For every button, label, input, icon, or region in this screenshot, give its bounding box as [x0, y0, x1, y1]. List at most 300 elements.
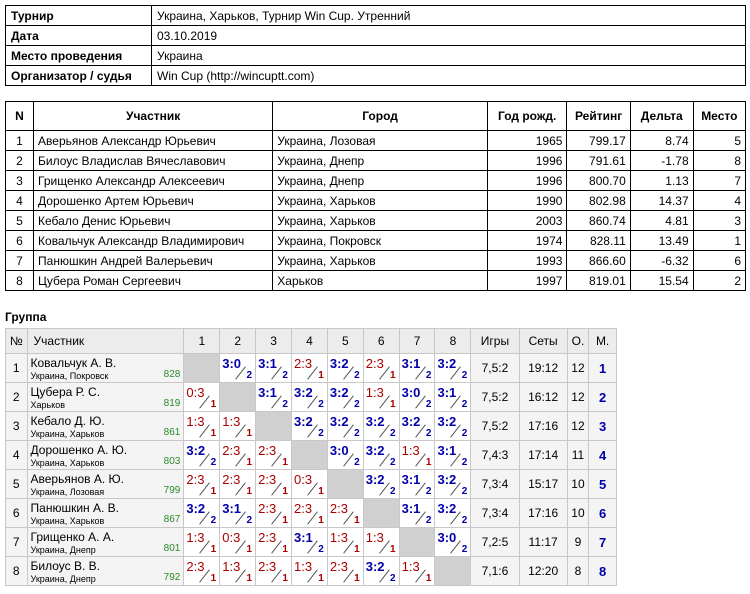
participant-delta: -6.32	[630, 251, 693, 271]
cross-player-name: Ковальчук А. В.	[30, 356, 117, 370]
participant-year: 1996	[487, 171, 567, 191]
info-label: Турнир	[6, 6, 152, 26]
cross-cell	[435, 441, 471, 470]
participant-rating: 860.74	[567, 211, 630, 231]
tournament-info-table	[5, 5, 746, 86]
cross-cell-self	[399, 528, 435, 557]
participant-name: Аверьянов Александр Юрьевич	[34, 131, 273, 151]
match-points: 2	[461, 370, 468, 381]
cross-row	[6, 383, 617, 412]
cross-player-city: Украина, Харьков	[30, 458, 105, 468]
match-score: 3:2	[437, 356, 457, 371]
cross-number: 3	[6, 412, 28, 441]
cross-place: 8	[589, 557, 617, 586]
participant-row	[6, 131, 746, 151]
cross-sets: 12:20	[519, 557, 567, 586]
cross-header: 3	[256, 329, 292, 354]
cross-place: 6	[589, 499, 617, 528]
cross-player	[27, 528, 184, 557]
cross-header: Участник	[27, 329, 184, 354]
participant-place: 4	[693, 191, 745, 211]
match-points: 1	[246, 486, 253, 497]
cross-cell	[291, 499, 327, 528]
cross-cell	[291, 412, 327, 441]
participants-header: N	[6, 102, 34, 131]
participant-name: Ковальчук Александр Владимирович	[34, 231, 273, 251]
cross-place: 2	[589, 383, 617, 412]
match-points: 1	[425, 573, 432, 584]
cross-cell	[256, 470, 292, 499]
match-score: 3:1	[401, 356, 421, 371]
match-score: 1:3	[186, 414, 205, 429]
match-points: 1	[246, 544, 253, 555]
participant-delta: 1.13	[630, 171, 693, 191]
match-score: 2:3	[222, 472, 241, 487]
cross-row	[6, 441, 617, 470]
cross-points: 12	[567, 412, 589, 441]
info-row	[6, 6, 746, 26]
cross-games: 7,5:2	[471, 354, 519, 383]
match-score: 2:3	[186, 472, 205, 487]
match-score: 1:3	[293, 559, 313, 574]
match-points: 1	[354, 573, 360, 584]
match-score: 2:3	[222, 443, 241, 458]
cross-player-name: Грищенко А. А.	[30, 530, 115, 544]
match-points: 2	[318, 428, 324, 439]
participant-city: Украина, Харьков	[273, 191, 488, 211]
match-points: 2	[425, 515, 432, 526]
participant-name: Панюшкин Андрей Валерьевич	[34, 251, 273, 271]
cross-place: 3	[589, 412, 617, 441]
match-score: 1:3	[401, 559, 420, 574]
cross-player-name: Цубера Р. С.	[30, 385, 101, 399]
match-points: 1	[425, 457, 432, 468]
cross-cell	[256, 528, 292, 557]
match-score: 2:3	[258, 559, 277, 574]
match-points: 1	[282, 515, 288, 526]
match-score: 3:1	[437, 385, 457, 400]
cross-cell	[435, 528, 471, 557]
participant-delta: 13.49	[630, 231, 693, 251]
cross-cell	[435, 354, 471, 383]
participant-row	[6, 171, 746, 191]
participant-city: Украина, Харьков	[273, 211, 488, 231]
cross-sets: 19:12	[519, 354, 567, 383]
participants-header: Дельта	[630, 102, 693, 131]
cross-player-rating: 792	[163, 572, 181, 583]
cross-cell-self	[184, 354, 220, 383]
match-points: 2	[318, 399, 324, 410]
match-points: 1	[354, 515, 360, 526]
participant-row	[6, 151, 746, 171]
participant-n: 2	[6, 151, 34, 171]
cross-player	[27, 441, 184, 470]
match-points: 2	[390, 573, 396, 584]
participant-place: 6	[693, 251, 745, 271]
participant-year: 1997	[487, 271, 567, 291]
cross-cell	[256, 441, 292, 470]
cross-sets: 16:12	[519, 383, 567, 412]
match-points: 1	[282, 573, 288, 584]
match-points: 2	[354, 370, 360, 381]
participant-year: 2003	[487, 211, 567, 231]
cross-cell	[399, 499, 435, 528]
match-score: 2:3	[186, 559, 205, 574]
participant-city: Украина, Покровск	[273, 231, 488, 251]
cross-cell	[291, 470, 327, 499]
participants-header: Участник	[34, 102, 273, 131]
match-points: 1	[282, 457, 288, 468]
cross-cell	[327, 499, 363, 528]
cross-cell	[399, 354, 435, 383]
participant-name: Цубера Роман Сергеевич	[34, 271, 273, 291]
match-points: 2	[425, 486, 432, 497]
match-points: 1	[210, 544, 217, 555]
match-score: 3:2	[401, 414, 421, 429]
match-score: 3:2	[293, 385, 313, 400]
cross-sets: 17:16	[519, 412, 567, 441]
match-score: 3:1	[293, 530, 313, 545]
cross-cell	[327, 528, 363, 557]
match-points: 1	[318, 486, 324, 497]
cross-cell	[184, 499, 220, 528]
cross-points: 8	[567, 557, 589, 586]
cross-cell	[256, 557, 292, 586]
cross-cell	[291, 557, 327, 586]
match-score: 1:3	[222, 414, 241, 429]
match-score: 3:2	[293, 414, 313, 429]
participant-delta: -1.78	[630, 151, 693, 171]
cross-header: 6	[363, 329, 399, 354]
cross-row	[6, 499, 617, 528]
participant-rating: 819.01	[567, 271, 630, 291]
cross-points: 10	[567, 470, 589, 499]
cross-player-city: Украина, Днепр	[30, 545, 96, 555]
cross-games: 7,4:3	[471, 441, 519, 470]
match-score: 2:3	[329, 501, 348, 516]
cross-cell	[220, 354, 256, 383]
match-points: 1	[390, 399, 396, 410]
cross-player-rating: 801	[163, 543, 181, 554]
cross-cell	[256, 499, 292, 528]
cross-points: 12	[567, 354, 589, 383]
match-score: 3:2	[186, 443, 206, 458]
cross-player	[27, 470, 184, 499]
match-score: 2:3	[258, 501, 277, 516]
cross-points: 12	[567, 383, 589, 412]
participant-year: 1993	[487, 251, 567, 271]
cross-number: 6	[6, 499, 28, 528]
cross-row	[6, 557, 617, 586]
cross-number: 8	[6, 557, 28, 586]
match-score: 1:3	[365, 530, 384, 545]
cross-cell-self	[291, 441, 327, 470]
match-score: 3:0	[401, 385, 421, 400]
match-points: 1	[282, 486, 288, 497]
cross-player-rating: 828	[163, 369, 181, 380]
cross-cell	[256, 354, 292, 383]
match-points: 1	[318, 515, 324, 526]
match-points: 2	[354, 457, 360, 468]
info-value: Win Cup (http://wincuptt.com)	[152, 66, 746, 86]
participant-place: 3	[693, 211, 745, 231]
cross-player-city: Украина, Лозовая	[30, 487, 105, 497]
cross-cell	[184, 557, 220, 586]
cross-player-name: Билоус В. В.	[30, 559, 100, 573]
match-score: 3:2	[329, 385, 349, 400]
match-points: 2	[390, 428, 396, 439]
cross-cell	[291, 383, 327, 412]
match-score: 3:1	[258, 385, 277, 400]
participant-name: Кебало Денис Юрьевич	[34, 211, 273, 231]
match-points: 2	[354, 399, 360, 410]
info-row	[6, 46, 746, 66]
cross-player	[27, 412, 184, 441]
cross-row	[6, 470, 617, 499]
participant-delta: 15.54	[630, 271, 693, 291]
info-label: Организатор / судья	[6, 66, 152, 86]
cross-games: 7,3:4	[471, 499, 519, 528]
participant-city: Украина, Днепр	[273, 171, 488, 191]
participants-header: Рейтинг	[567, 102, 630, 131]
cross-cell	[435, 383, 471, 412]
info-row	[6, 66, 746, 86]
cross-sets: 17:16	[519, 499, 567, 528]
cross-player-rating: 819	[163, 398, 181, 409]
cross-sets: 11:17	[519, 528, 567, 557]
cross-cell	[399, 441, 435, 470]
match-score: 2:3	[365, 356, 384, 371]
cross-cell	[291, 354, 327, 383]
cross-player-rating: 867	[163, 514, 181, 525]
participant-rating: 828.11	[567, 231, 630, 251]
info-label: Дата	[6, 26, 152, 46]
cross-cell	[327, 441, 363, 470]
match-points: 1	[210, 573, 217, 584]
participant-delta: 8.74	[630, 131, 693, 151]
participant-name: Дорошенко Артем Юрьевич	[34, 191, 273, 211]
cross-player-name: Дорошенко А. Ю.	[30, 443, 128, 457]
cross-player-city: Харьков	[30, 400, 66, 410]
cross-number: 7	[6, 528, 28, 557]
cross-games: 7,1:6	[471, 557, 519, 586]
cross-cell	[220, 412, 256, 441]
cross-cell	[184, 412, 220, 441]
cross-cell	[327, 412, 363, 441]
participant-year: 1965	[487, 131, 567, 151]
cross-points: 9	[567, 528, 589, 557]
cross-cell	[363, 383, 399, 412]
participant-row	[6, 191, 746, 211]
match-points: 1	[210, 428, 217, 439]
match-points: 1	[210, 486, 217, 497]
cross-sets: 17:14	[519, 441, 567, 470]
match-points: 1	[210, 399, 217, 410]
cross-header: 2	[220, 329, 256, 354]
cross-cell-self	[327, 470, 363, 499]
participant-rating: 799.17	[567, 131, 630, 151]
match-points: 2	[461, 544, 468, 555]
cross-player-city: Украина, Харьков	[30, 516, 105, 526]
participant-n: 4	[6, 191, 34, 211]
info-value: 03.10.2019	[152, 26, 746, 46]
match-score: 3:0	[437, 530, 457, 545]
group-crosstable	[5, 328, 617, 586]
cross-header: М.	[589, 329, 617, 354]
cross-cell	[435, 412, 471, 441]
match-points: 1	[246, 573, 253, 584]
cross-header: 4	[291, 329, 327, 354]
cross-cell	[327, 557, 363, 586]
cross-player-name: Аверьянов А. Ю.	[30, 472, 124, 486]
match-points: 1	[318, 370, 324, 381]
cross-cell	[184, 470, 220, 499]
match-score: 3:1	[437, 443, 457, 458]
participant-delta: 14.37	[630, 191, 693, 211]
cross-number: 1	[6, 354, 28, 383]
match-points: 2	[210, 457, 217, 468]
match-points: 2	[425, 399, 432, 410]
cross-cell-self	[220, 383, 256, 412]
match-points: 1	[390, 544, 396, 555]
match-points: 2	[425, 370, 432, 381]
cross-player-city: Украина, Днепр	[30, 574, 96, 584]
match-score: 3:1	[401, 501, 421, 516]
match-points: 1	[246, 457, 253, 468]
match-score: 3:0	[329, 443, 349, 458]
cross-cell	[291, 528, 327, 557]
match-points: 2	[461, 399, 468, 410]
cross-games: 7,5:2	[471, 412, 519, 441]
match-score: 1:3	[401, 443, 420, 458]
participants-header: Место	[693, 102, 745, 131]
participant-name: Грищенко Александр Алексеевич	[34, 171, 273, 191]
match-score: 3:2	[437, 472, 457, 487]
cross-games: 7,2:5	[471, 528, 519, 557]
cross-cell	[184, 528, 220, 557]
participants-table	[5, 101, 746, 291]
match-points: 2	[354, 428, 360, 439]
participant-n: 8	[6, 271, 34, 291]
match-score: 1:3	[186, 530, 205, 545]
cross-header: 8	[435, 329, 471, 354]
match-score: 3:0	[222, 356, 242, 371]
match-score: 2:3	[258, 530, 277, 545]
info-value: Украина, Харьков, Турнир Win Cup. Утренний	[152, 6, 746, 26]
participant-rating: 800.70	[567, 171, 630, 191]
match-points: 2	[390, 457, 396, 468]
participant-year: 1974	[487, 231, 567, 251]
cross-cell	[256, 383, 292, 412]
cross-player	[27, 383, 184, 412]
match-points: 2	[210, 515, 217, 526]
cross-cell	[363, 557, 399, 586]
cross-header: О.	[567, 329, 589, 354]
match-score: 0:3	[186, 385, 205, 400]
match-score: 0:3	[222, 530, 241, 545]
match-points: 2	[246, 515, 253, 526]
cross-sets: 15:17	[519, 470, 567, 499]
match-score: 3:2	[365, 472, 385, 487]
match-points: 2	[461, 457, 468, 468]
cross-cell	[435, 499, 471, 528]
match-score: 3:2	[329, 414, 349, 429]
match-score: 3:1	[222, 501, 242, 516]
match-score: 1:3	[329, 530, 348, 545]
cross-number: 4	[6, 441, 28, 470]
participant-row	[6, 231, 746, 251]
cross-cell	[399, 383, 435, 412]
match-score: 2:3	[258, 472, 277, 487]
cross-cell	[363, 441, 399, 470]
participant-city: Украина, Лозовая	[273, 131, 488, 151]
cross-cell	[363, 470, 399, 499]
match-score: 3:1	[401, 472, 421, 487]
participant-delta: 4.81	[630, 211, 693, 231]
cross-cell	[220, 557, 256, 586]
cross-header: Игры	[471, 329, 519, 354]
cross-player-rating: 861	[163, 427, 181, 438]
cross-cell	[363, 412, 399, 441]
participant-place: 7	[693, 171, 745, 191]
match-points: 2	[425, 428, 432, 439]
participant-n: 3	[6, 171, 34, 191]
cross-points: 10	[567, 499, 589, 528]
cross-player-name: Панюшкин А. В.	[30, 501, 119, 515]
match-score: 2:3	[293, 356, 313, 371]
cross-cell	[327, 383, 363, 412]
cross-cell	[399, 412, 435, 441]
cross-games: 7,5:2	[471, 383, 519, 412]
match-points: 2	[461, 515, 468, 526]
participant-place: 2	[693, 271, 745, 291]
cross-player	[27, 557, 184, 586]
participants-header: Город	[273, 102, 488, 131]
participant-n: 6	[6, 231, 34, 251]
cross-cell	[220, 499, 256, 528]
cross-header: 5	[327, 329, 363, 354]
cross-player-city: Украина, Покровск	[30, 371, 109, 381]
cross-cell	[184, 383, 220, 412]
match-points: 1	[390, 370, 396, 381]
participant-n: 1	[6, 131, 34, 151]
participant-rating: 791.61	[567, 151, 630, 171]
match-points: 2	[246, 370, 253, 381]
cross-place: 4	[589, 441, 617, 470]
cross-row	[6, 528, 617, 557]
participants-header: Год рожд.	[487, 102, 567, 131]
cross-number: 2	[6, 383, 28, 412]
participant-year: 1990	[487, 191, 567, 211]
match-score: 3:1	[258, 356, 277, 371]
info-row	[6, 26, 746, 46]
match-points: 2	[461, 486, 468, 497]
cross-cell	[220, 528, 256, 557]
match-points: 1	[246, 428, 253, 439]
cross-place: 7	[589, 528, 617, 557]
match-score: 3:2	[437, 501, 457, 516]
cross-place: 5	[589, 470, 617, 499]
participant-city: Харьков	[273, 271, 488, 291]
info-value: Украина	[152, 46, 746, 66]
cross-cell	[220, 441, 256, 470]
cross-player-name: Кебало Д. Ю.	[30, 414, 105, 428]
cross-cell	[435, 470, 471, 499]
participant-name: Билоус Владислав Вячеславович	[34, 151, 273, 171]
match-score: 0:3	[293, 472, 313, 487]
match-points: 2	[318, 544, 324, 555]
cross-place: 1	[589, 354, 617, 383]
